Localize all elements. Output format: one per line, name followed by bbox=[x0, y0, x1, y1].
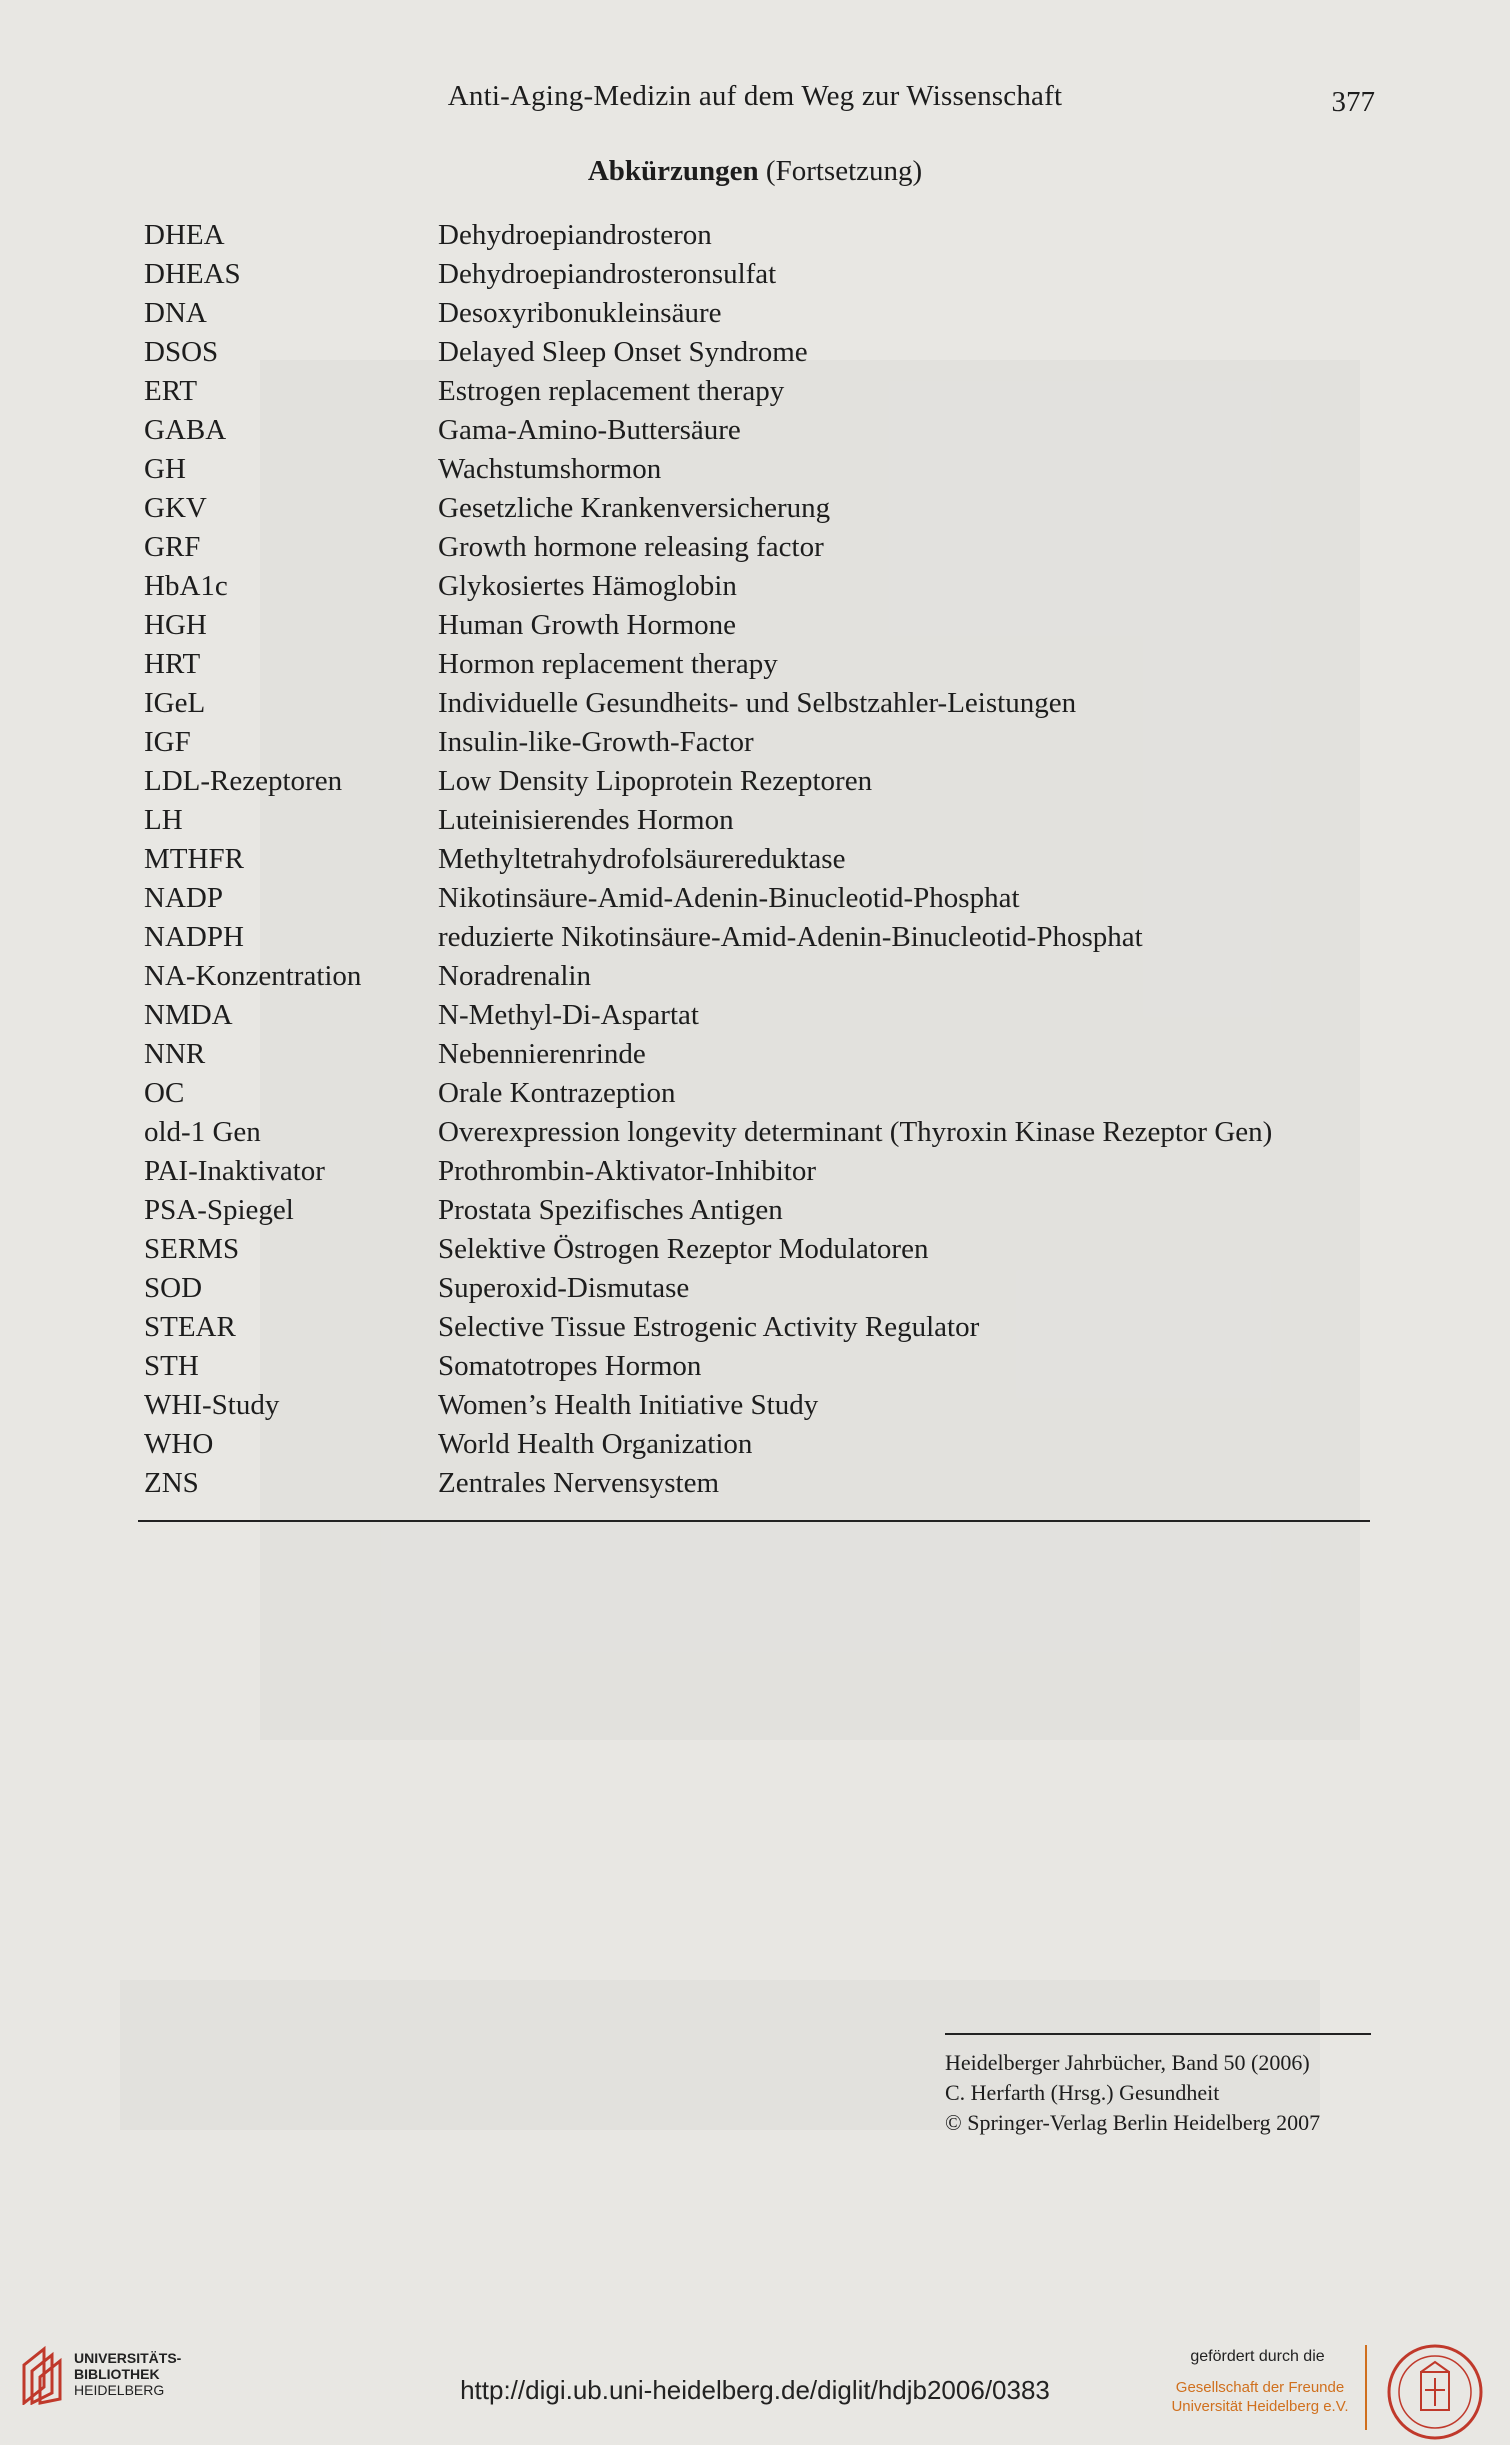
abbreviation: LDL-Rezeptoren bbox=[144, 765, 343, 797]
definition: Zentrales Nervensystem bbox=[438, 1467, 720, 1499]
sponsor-name-line1: Gesellschaft der Freunde bbox=[1175, 2379, 1345, 2396]
definition: Insulin-like-Growth-Factor bbox=[438, 726, 754, 758]
table-row bbox=[144, 1035, 1374, 1074]
table-row bbox=[144, 567, 1374, 606]
definition: Overexpression longevity determinant (Thyroxin Kinase Rezeptor Gen) bbox=[438, 1116, 1273, 1148]
definition: World Health Organization bbox=[438, 1428, 753, 1460]
abbreviation: STH bbox=[144, 1350, 199, 1382]
abbreviation: GRF bbox=[144, 531, 201, 563]
table-row bbox=[144, 255, 1374, 294]
table-row bbox=[144, 723, 1374, 762]
abbreviation: HbA1c bbox=[144, 570, 228, 602]
abbreviation: OC bbox=[144, 1077, 185, 1109]
definition: Methyltetrahydrofolsäurereduktase bbox=[438, 843, 846, 875]
table-row bbox=[144, 216, 1374, 255]
table-row bbox=[144, 918, 1374, 957]
imprint-line-copyright: © Springer-Verlag Berlin Heidelberg 2007 bbox=[945, 2110, 1321, 2135]
definition: Wachstumshormon bbox=[438, 453, 662, 485]
imprint-line-editor: C. Herfarth (Hrsg.) Gesundheit bbox=[945, 2080, 1220, 2105]
imprint-rule bbox=[945, 2033, 1371, 2035]
definition: Selective Tissue Estrogenic Activity Regulator bbox=[438, 1311, 980, 1343]
definition: Growth hormone releasing factor bbox=[438, 531, 824, 563]
page-number: 377 bbox=[1331, 86, 1375, 118]
definition: Nikotinsäure-Amid-Adenin-Binucleotid-Phosphat bbox=[438, 882, 1020, 914]
table-row bbox=[144, 801, 1374, 840]
table-row bbox=[144, 1386, 1374, 1425]
table-row bbox=[144, 645, 1374, 684]
abbreviation: DHEAS bbox=[144, 258, 241, 290]
definition: Gesetzliche Krankenversicherung bbox=[438, 492, 831, 524]
abbreviation: HRT bbox=[144, 648, 201, 680]
definition: Individuelle Gesundheits- und Selbstzahler-Leistungen bbox=[438, 687, 1077, 719]
definition: Selektive Östrogen Rezeptor Modulatoren bbox=[438, 1233, 929, 1265]
abbreviation: WHI-Study bbox=[144, 1389, 280, 1421]
abbreviation-table bbox=[144, 216, 1374, 1503]
table-row bbox=[144, 606, 1374, 645]
table-row bbox=[144, 1308, 1374, 1347]
library-name-line3: HEIDELBERG bbox=[74, 2382, 165, 2398]
abbreviation: HGH bbox=[144, 609, 207, 641]
sponsor-name bbox=[1165, 2378, 1355, 2416]
table-row bbox=[144, 684, 1374, 723]
abbreviation: DHEA bbox=[144, 219, 225, 251]
abbreviation: DSOS bbox=[144, 336, 219, 368]
abbreviation: IGF bbox=[144, 726, 191, 758]
table-bottom-rule bbox=[138, 1520, 1370, 1522]
definition: Desoxyribonukleinsäure bbox=[438, 297, 722, 329]
abbreviation: GKV bbox=[144, 492, 207, 524]
imprint-line-series: Heidelberger Jahrbücher, Band 50 (2006) bbox=[945, 2050, 1310, 2075]
definition: Somatotropes Hormon bbox=[438, 1350, 702, 1382]
abbreviation: GH bbox=[144, 453, 186, 485]
abbreviation: ERT bbox=[144, 375, 198, 407]
table-row bbox=[144, 294, 1374, 333]
table-row bbox=[144, 762, 1374, 801]
abbreviation: NADPH bbox=[144, 921, 244, 953]
definition: Low Density Lipoprotein Rezeptoren bbox=[438, 765, 873, 797]
university-seal-icon bbox=[1385, 2342, 1485, 2442]
definition: Noradrenalin bbox=[438, 960, 591, 992]
table-row bbox=[144, 372, 1374, 411]
table-row bbox=[144, 879, 1374, 918]
definition: Luteinisierendes Hormon bbox=[438, 804, 734, 836]
table-row bbox=[144, 840, 1374, 879]
abbreviation: NMDA bbox=[144, 999, 233, 1031]
table-row bbox=[144, 1464, 1374, 1503]
table-row bbox=[144, 1113, 1374, 1152]
table-title bbox=[0, 155, 1510, 188]
table-row bbox=[144, 1152, 1374, 1191]
table-row bbox=[144, 1347, 1374, 1386]
definition: Human Growth Hormone bbox=[438, 609, 737, 641]
abbreviation: NNR bbox=[144, 1038, 206, 1070]
definition: Women’s Health Initiative Study bbox=[438, 1389, 819, 1421]
imprint-block bbox=[945, 2048, 1320, 2138]
table-row bbox=[144, 996, 1374, 1035]
sponsor-name-line2: Universität Heidelberg e.V. bbox=[1171, 2398, 1349, 2415]
table-title-suffix: (Fortsetzung) bbox=[758, 155, 923, 187]
abbreviation: old-1 Gen bbox=[144, 1116, 261, 1148]
abbreviation: ZNS bbox=[144, 1467, 199, 1499]
abbreviation: WHO bbox=[144, 1428, 214, 1460]
permalink-url[interactable]: http://digi.ub.uni-heidelberg.de/diglit/hdjb2006/0383 bbox=[460, 2375, 1050, 2405]
definition: Prostata Spezifisches Antigen bbox=[438, 1194, 783, 1226]
abbreviation: NA-Konzentration bbox=[144, 960, 362, 992]
definition: Dehydroepiandrosteronsulfat bbox=[438, 258, 777, 290]
abbreviation: GABA bbox=[144, 414, 227, 446]
definition: Prothrombin-Aktivator-Inhibitor bbox=[438, 1155, 816, 1187]
table-row bbox=[144, 957, 1374, 996]
table-row bbox=[144, 411, 1374, 450]
abbreviation: PSA-Spiegel bbox=[144, 1194, 294, 1226]
library-name-line1: UNIVERSITÄTS- bbox=[74, 2350, 182, 2366]
table-row bbox=[144, 1191, 1374, 1230]
definition: Estrogen replacement therapy bbox=[438, 375, 785, 407]
definition: Orale Kontrazeption bbox=[438, 1077, 676, 1109]
table-row bbox=[144, 489, 1374, 528]
abbreviation: MTHFR bbox=[144, 843, 244, 875]
running-title: Anti-Aging-Medizin auf dem Weg zur Wissenschaft bbox=[447, 80, 1063, 112]
definition: Glykosiertes Hämoglobin bbox=[438, 570, 737, 602]
abbreviation: SERMS bbox=[144, 1233, 240, 1265]
table-row bbox=[144, 333, 1374, 372]
sponsor-label: gefördert durch die bbox=[1190, 2348, 1325, 2365]
abbreviation: DNA bbox=[144, 297, 207, 329]
definition: Delayed Sleep Onset Syndrome bbox=[438, 336, 808, 368]
abbreviation: LH bbox=[144, 804, 183, 836]
table-row bbox=[144, 1230, 1374, 1269]
table-row bbox=[144, 528, 1374, 567]
definition: Superoxid-Dismutase bbox=[438, 1272, 690, 1304]
abbreviation: PAI-Inaktivator bbox=[144, 1155, 325, 1187]
definition: N-Methyl-Di-Aspartat bbox=[438, 999, 699, 1031]
sponsor-divider bbox=[1365, 2345, 1367, 2430]
abbreviation: NADP bbox=[144, 882, 223, 914]
table-title-bold: Abkürzungen bbox=[587, 155, 759, 187]
abbreviation: STEAR bbox=[144, 1311, 236, 1343]
definition: reduzierte Nikotinsäure-Amid-Adenin-Binucleotid-Phosphat bbox=[438, 921, 1143, 953]
table-row bbox=[144, 1425, 1374, 1464]
definition: Hormon replacement therapy bbox=[438, 648, 778, 680]
table-row bbox=[144, 1074, 1374, 1113]
definition: Gama-Amino-Buttersäure bbox=[438, 414, 741, 446]
abbreviation: SOD bbox=[144, 1272, 203, 1304]
definition: Nebennierenrinde bbox=[438, 1038, 646, 1070]
library-name-line2: BIBLIOTHEK bbox=[74, 2366, 160, 2382]
table-row bbox=[144, 450, 1374, 489]
definition: Dehydroepiandrosteron bbox=[438, 219, 712, 251]
abbreviation: IGeL bbox=[144, 687, 206, 719]
table-row bbox=[144, 1269, 1374, 1308]
